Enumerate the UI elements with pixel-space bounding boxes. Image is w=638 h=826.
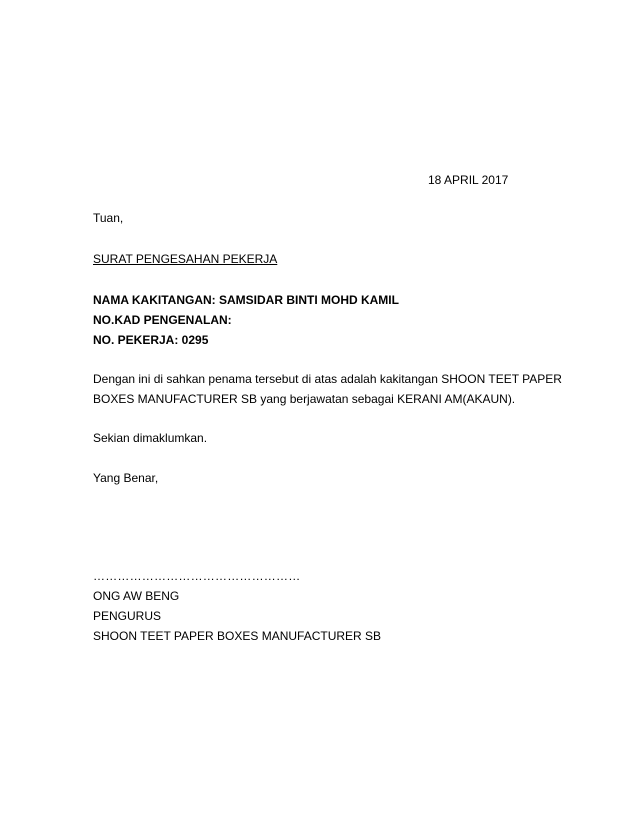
signatory-title: PENGURUS xyxy=(93,609,162,623)
employee-name: NAMA KAKITANGAN: SAMSIDAR BINTI MOHD KAMIL xyxy=(93,293,399,307)
sign-off: Yang Benar, xyxy=(93,471,159,485)
closing-note: Sekian dimaklumkan. xyxy=(93,431,208,445)
body-line-2: BOXES MANUFACTURER SB yang berjawatan sebagai KERANI AM(AKAUN). xyxy=(93,392,516,406)
signature-line: …………………………………………… xyxy=(93,569,301,583)
letter-date: 18 APRIL 2017 xyxy=(428,173,509,187)
letter-subject: SURAT PENGESAHAN PEKERJA xyxy=(93,252,278,266)
employee-number: NO. PEKERJA: 0295 xyxy=(93,333,209,347)
salutation: Tuan, xyxy=(93,211,124,225)
signatory-name: ONG AW BENG xyxy=(93,589,180,603)
body-line-1: Dengan ini di sahkan penama tersebut di atas adalah kakitangan SHOON TEET PAPER xyxy=(93,372,562,386)
signatory-company: SHOON TEET PAPER BOXES MANUFACTURER SB xyxy=(93,629,382,643)
employee-ic-number: NO.KAD PENGENALAN: xyxy=(93,313,232,327)
